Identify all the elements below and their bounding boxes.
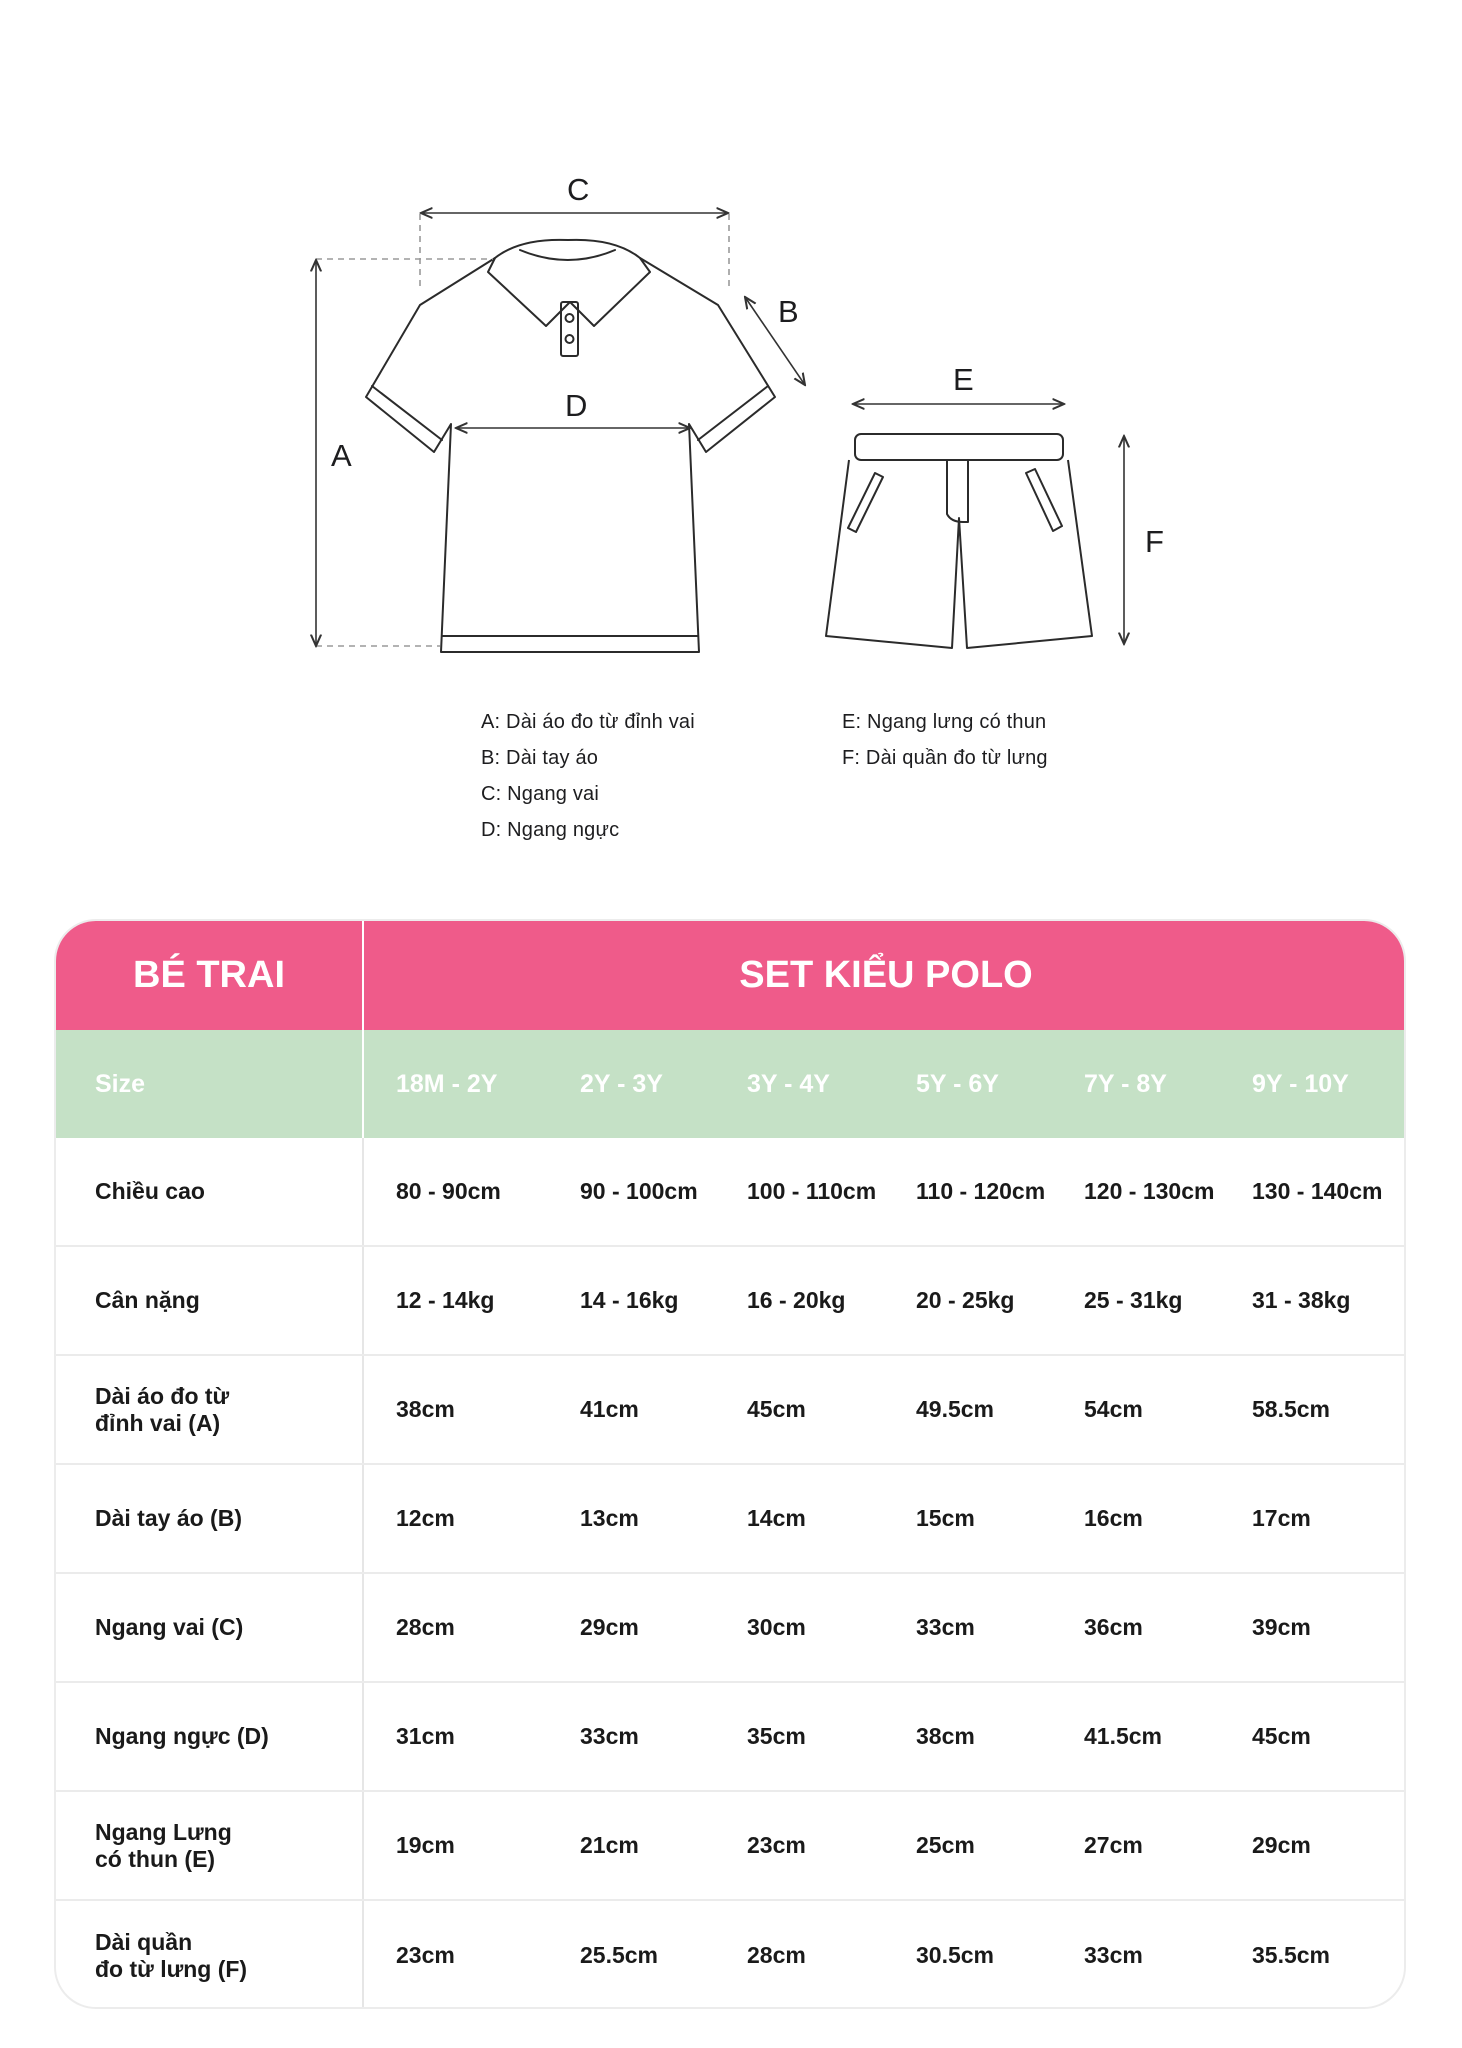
table-cell: 39cm — [1252, 1614, 1311, 1640]
table-cell: 41cm — [580, 1396, 639, 1422]
table-row — [56, 1356, 1404, 1465]
row-label: Ngang Lưng có thun (E) — [95, 1818, 232, 1872]
table-cell: 120 - 130cm — [1084, 1178, 1215, 1204]
row-label: Chiều cao — [95, 1178, 205, 1204]
size-7y-8y: 7Y - 8Y — [1084, 1069, 1167, 1098]
table-cell: 54cm — [1084, 1396, 1143, 1422]
size-5y-6y: 5Y - 6Y — [916, 1069, 999, 1098]
row-label: Cân nặng — [95, 1287, 200, 1313]
table-cell: 31 - 38kg — [1252, 1287, 1351, 1313]
table-cell: 29cm — [1252, 1832, 1311, 1858]
legend-f: F: Dài quần đo từ lưng — [842, 747, 1048, 769]
size-18m-2y: 18M - 2Y — [396, 1069, 498, 1098]
table-cell: 80 - 90cm — [396, 1178, 501, 1204]
table-cell: 35cm — [747, 1723, 806, 1749]
row-label: Dài quần đo từ lưng (F) — [95, 1928, 248, 1982]
header-bé-trai: BÉ TRAI — [56, 921, 362, 1030]
size-chart-table — [54, 919, 1406, 2009]
row-label: Ngang vai (C) — [95, 1614, 244, 1640]
table-row — [56, 1574, 1404, 1683]
table-cell: 25.5cm — [580, 1942, 659, 1968]
row-label: Ngang ngực (D) — [95, 1723, 269, 1749]
table-cell: 30.5cm — [916, 1942, 995, 1968]
table-cell: 16 - 20kg — [747, 1287, 846, 1313]
table-cell: 130 - 140cm — [1252, 1178, 1383, 1204]
label-f: F — [1145, 524, 1164, 559]
label-c: C — [567, 172, 590, 207]
size-label: Size — [95, 1069, 146, 1098]
table-cell: 17cm — [1252, 1505, 1311, 1531]
label-e: E — [953, 362, 974, 397]
legend-c: C: Ngang vai — [481, 783, 600, 805]
table-cell: 49.5cm — [916, 1396, 995, 1422]
table-cell: 27cm — [1084, 1832, 1143, 1858]
table-cell: 58.5cm — [1252, 1396, 1331, 1422]
table-cell: 13cm — [580, 1505, 639, 1531]
table-cell: 19cm — [396, 1832, 455, 1858]
header-set-kieu-polo: SET KIỂU POLO — [364, 921, 1406, 1030]
table-cell: 21cm — [580, 1832, 639, 1858]
table-cell: 30cm — [747, 1614, 806, 1640]
table-cell: 15cm — [916, 1505, 975, 1531]
table-cell: 29cm — [580, 1614, 639, 1640]
table-cell: 33cm — [580, 1723, 639, 1749]
row-label: Dài áo đo từ đỉnh vai (A) — [95, 1382, 230, 1436]
label-d: D — [565, 388, 588, 423]
garment-diagram — [0, 0, 1462, 900]
table-cell: 23cm — [396, 1942, 455, 1968]
table-cell: 110 - 120cm — [916, 1178, 1046, 1204]
table-cell: 14 - 16kg — [580, 1287, 679, 1313]
size-2y-3y: 2Y - 3Y — [580, 1069, 663, 1098]
legend-b: B: Dài tay áo — [481, 747, 599, 769]
size-9y-10y: 9Y - 10Y — [1252, 1069, 1349, 1098]
table-row — [56, 1901, 1404, 2009]
table-cell: 36cm — [1084, 1614, 1143, 1640]
table-cell: 41.5cm — [1084, 1723, 1163, 1749]
shorts-drawing — [826, 434, 1092, 648]
legend-e: E: Ngang lưng có thun — [842, 711, 1047, 733]
table-cell: 38cm — [396, 1396, 455, 1422]
table-cell: 45cm — [747, 1396, 806, 1422]
table-cell: 16cm — [1084, 1505, 1143, 1531]
table-cell: 33cm — [1084, 1942, 1143, 1968]
table-cell: 20 - 25kg — [916, 1287, 1015, 1313]
table-row — [56, 1465, 1404, 1574]
table-cell: 23cm — [747, 1832, 806, 1858]
table-cell: 28cm — [396, 1614, 455, 1640]
table-cell: 25cm — [916, 1832, 975, 1858]
row-label: Dài tay áo (B) — [95, 1505, 242, 1531]
table-row — [56, 1247, 1404, 1356]
table-cell: 35.5cm — [1252, 1942, 1331, 1968]
label-a: A — [331, 438, 352, 473]
table-cell: 90 - 100cm — [580, 1178, 698, 1204]
table-row — [56, 1138, 1404, 1247]
table-cell: 31cm — [396, 1723, 455, 1749]
table-row — [56, 1683, 1404, 1792]
table-cell: 28cm — [747, 1942, 806, 1968]
label-b: B — [778, 294, 799, 329]
table-cell: 38cm — [916, 1723, 975, 1749]
table-cell: 45cm — [1252, 1723, 1311, 1749]
legend-a: A: Dài áo đo từ đỉnh vai — [481, 711, 695, 733]
table-cell: 25 - 31kg — [1084, 1287, 1183, 1313]
table-row — [56, 1792, 1404, 1901]
table-cell: 100 - 110cm — [747, 1178, 877, 1204]
table-cell: 12 - 14kg — [396, 1287, 495, 1313]
table-cell: 14cm — [747, 1505, 806, 1531]
polo-shirt-drawing — [0, 0, 1462, 900]
table-cell: 33cm — [916, 1614, 975, 1640]
legend-d: D: Ngang ngực — [481, 819, 620, 841]
table-cell: 12cm — [396, 1505, 455, 1531]
size-header-row — [56, 1030, 1404, 1138]
size-3y-4y: 3Y - 4Y — [747, 1069, 830, 1098]
